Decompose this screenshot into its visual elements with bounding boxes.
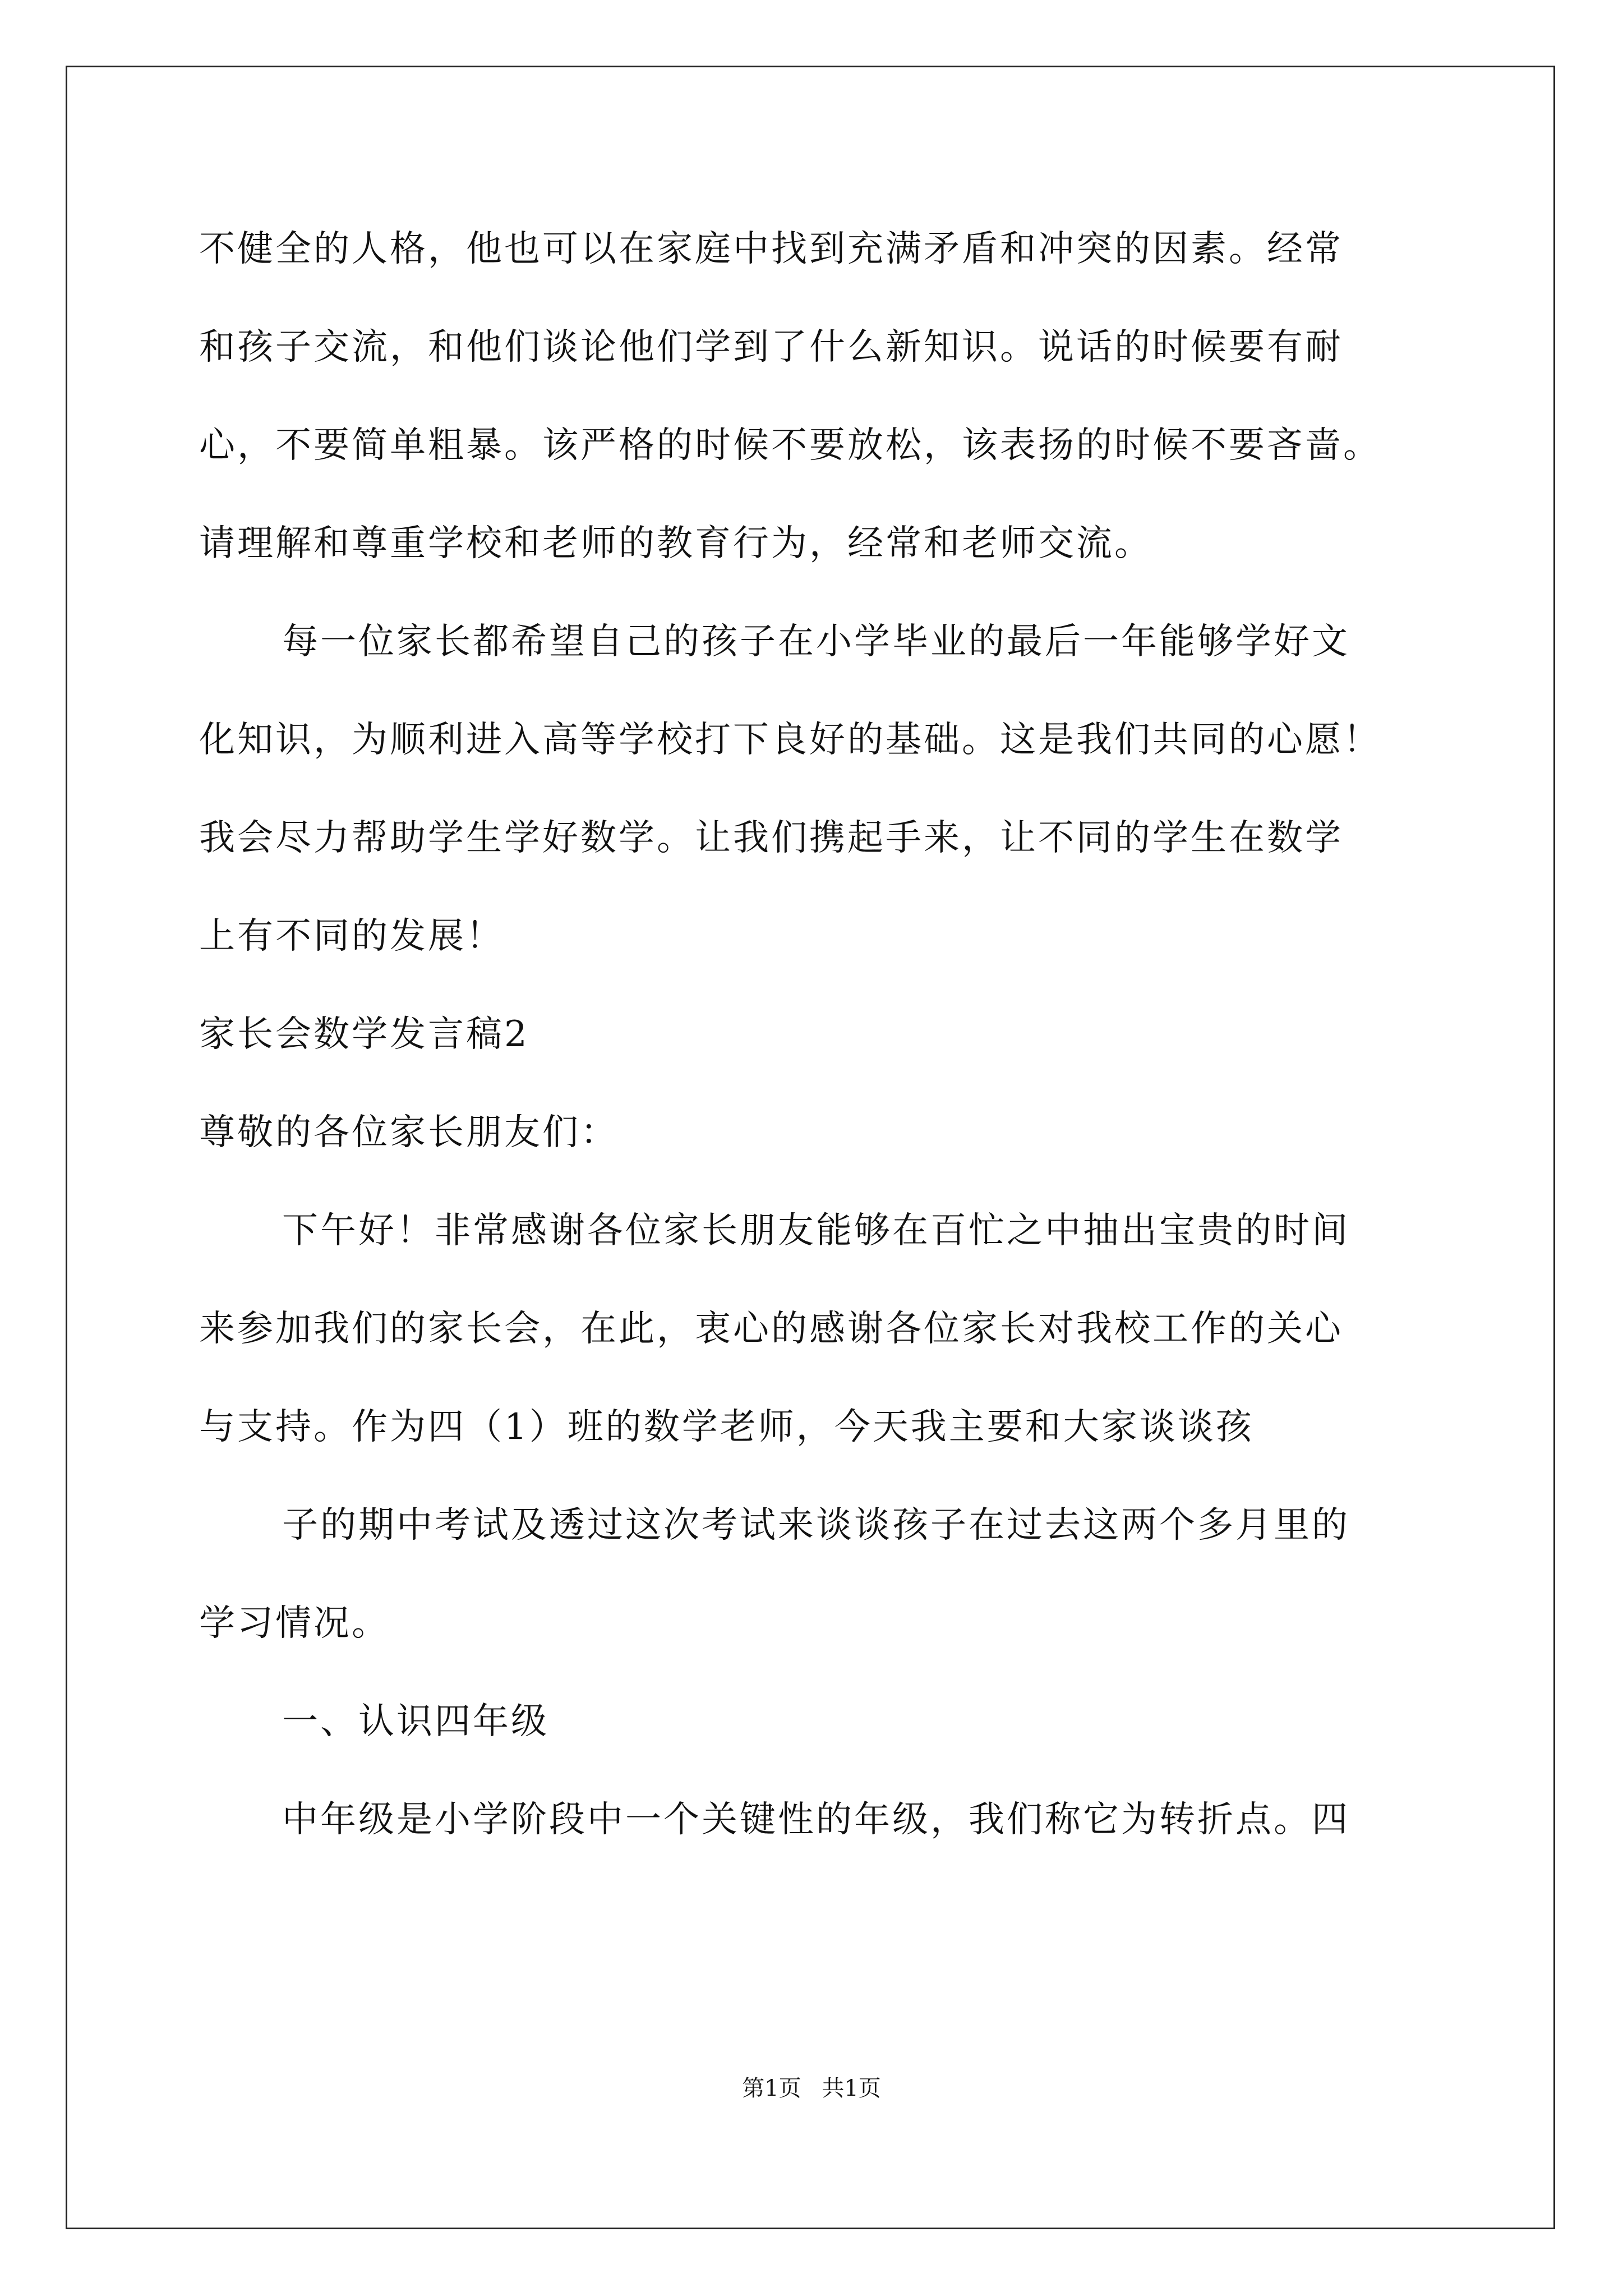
body-line: 化知识，为顺利进入高等学校打下良好的基础。这是我们共同的心愿！ [199, 719, 1381, 761]
body-line: 与支持。作为四（1）班的数学老师，今天我主要和大家谈谈孩 [199, 1406, 1254, 1448]
body-line: 心，不要简单粗暴。该严格的时候不要放松，该表扬的时候不要吝啬。 [199, 425, 1381, 466]
page-number: 第1页 [742, 2076, 801, 2101]
section-title: 家长会数学发言稿2 [199, 1014, 529, 1055]
body-line: 上有不同的发展！ [199, 915, 504, 957]
paragraph-first-line: 下午好！非常感谢各位家长朋友能够在百忙之中抽出宝贵的时间 [282, 1210, 1350, 1251]
body-line: 来参加我们的家长会，在此，衷心的感谢各位家长对我校工作的关心 [199, 1308, 1343, 1350]
page-footer [0, 2077, 1623, 2100]
paragraph-first-line: 每一位家长都希望自己的孩子在小学毕业的最后一年能够学好文 [282, 621, 1350, 662]
body-line: 我会尽力帮助学生学好数学。让我们携起手来，让不同的学生在数学 [199, 817, 1343, 859]
body-line: 请理解和尊重学校和老师的教育行为，经常和老师交流。 [199, 523, 1152, 564]
body-line: 不健全的人格，他也可以在家庭中找到充满矛盾和冲突的因素。经常 [199, 228, 1343, 270]
body-line: 和孩子交流，和他们谈论他们学到了什么新知识。说话的时候要有耐 [199, 326, 1343, 368]
paragraph-first-line: 子的期中考试及透过这次考试来谈谈孩子在过去这两个多月里的 [282, 1504, 1350, 1546]
salutation: 尊敬的各位家长朋友们： [199, 1112, 619, 1153]
paragraph-first-line: 中年级是小学阶段中一个关键性的年级，我们称它为转折点。四 [282, 1799, 1350, 1841]
body-line: 学习情况。 [199, 1603, 390, 1644]
page-total: 共1页 [822, 2076, 881, 2101]
subsection-heading: 一、认识四年级 [282, 1701, 549, 1742]
